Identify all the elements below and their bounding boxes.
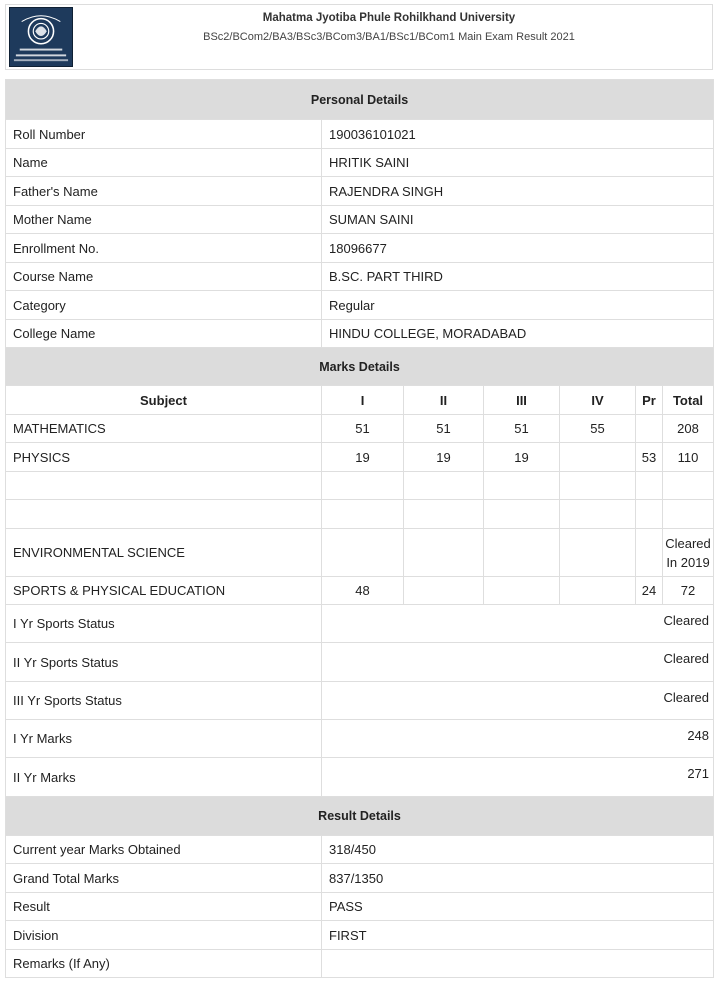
status-label: I Yr Sports Status — [6, 605, 322, 643]
university-emblem-icon — [9, 7, 73, 67]
roll-number-value: 190036101021 — [322, 120, 714, 149]
college-name-label: College Name — [6, 320, 322, 348]
marks-cell: 24 — [636, 577, 663, 605]
status-label: II Yr Sports Status — [6, 643, 322, 682]
remarks-value — [322, 950, 714, 978]
grand-total-label: Grand Total Marks — [6, 864, 322, 893]
marks-cell: 51 — [322, 415, 404, 443]
marks-cell: 19 — [322, 443, 404, 472]
result-header — [5, 4, 713, 70]
result-value: PASS — [322, 893, 714, 921]
remarks-label: Remarks (If Any) — [6, 950, 322, 978]
subject-name: PHYSICS — [6, 443, 322, 472]
result-label: Result — [6, 893, 322, 921]
result-details-heading: Result Details — [6, 797, 714, 836]
mother-name-label: Mother Name — [6, 206, 322, 234]
table-row — [6, 605, 714, 643]
mother-name-value: SUMAN SAINI — [322, 206, 714, 234]
enrollment-label: Enrollment No. — [6, 234, 322, 263]
college-name-value: HINDU COLLEGE, MORADABAD — [322, 320, 714, 348]
current-marks-value: 318/450 — [322, 836, 714, 864]
marks-cell: 48 — [322, 577, 404, 605]
marks-cell: 19 — [484, 443, 560, 472]
total-cell: Cleared In 2019 — [663, 529, 714, 577]
status-value: 271 — [322, 758, 714, 797]
exam-title: BSc2/BCom2/BA3/BSc3/BCom3/BA1/BSc1/BCom1 Main Exam Result 2021 — [203, 31, 575, 43]
father-name-value: RAJENDRA SINGH — [322, 177, 714, 206]
marks-details-heading: Marks Details — [6, 348, 714, 386]
father-name-label: Father's Name — [6, 177, 322, 206]
col-paper-1: I — [322, 386, 404, 415]
table-row — [6, 472, 714, 500]
col-subject: Subject — [6, 386, 322, 415]
table-row — [6, 682, 714, 720]
status-value: Cleared — [322, 643, 714, 682]
status-label: III Yr Sports Status — [6, 682, 322, 720]
marks-cell — [636, 415, 663, 443]
category-value: Regular — [322, 291, 714, 320]
roll-number-label: Roll Number — [6, 120, 322, 149]
division-label: Division — [6, 921, 322, 950]
marks-cell — [560, 443, 636, 472]
status-value: Cleared — [322, 682, 714, 720]
name-label: Name — [6, 149, 322, 177]
total-cell: 110 — [663, 443, 714, 472]
total-cell: 72 — [663, 577, 714, 605]
personal-details-table — [5, 79, 714, 348]
status-label: I Yr Marks — [6, 720, 322, 758]
col-paper-2: II — [404, 386, 484, 415]
marks-cell: 55 — [560, 415, 636, 443]
subject-name: MATHEMATICS — [6, 415, 322, 443]
marks-cell: 19 — [404, 443, 484, 472]
marks-cell: 51 — [404, 415, 484, 443]
total-cell: 208 — [663, 415, 714, 443]
marks-cell: 53 — [636, 443, 663, 472]
table-row — [6, 643, 714, 682]
category-label: Category — [6, 291, 322, 320]
table-row — [6, 720, 714, 758]
enrollment-value: 18096677 — [322, 234, 714, 263]
course-name-label: Course Name — [6, 263, 322, 291]
col-paper-4: IV — [560, 386, 636, 415]
university-name: Mahatma Jyotiba Phule Rohilkhand University — [262, 12, 516, 24]
table-row — [6, 500, 714, 529]
table-row — [6, 529, 714, 577]
marks-details-table — [5, 347, 714, 797]
personal-details-heading: Personal Details — [6, 80, 714, 120]
subject-name: ENVIRONMENTAL SCIENCE — [6, 529, 322, 577]
table-row — [6, 415, 714, 443]
name-value: HRITIK SAINI — [322, 149, 714, 177]
col-total: Total — [663, 386, 714, 415]
grand-total-value: 837/1350 — [322, 864, 714, 893]
subject-name: SPORTS & PHYSICAL EDUCATION — [6, 577, 322, 605]
status-label: II Yr Marks — [6, 758, 322, 797]
status-value: 248 — [322, 720, 714, 758]
course-name-value: B.SC. PART THIRD — [322, 263, 714, 291]
division-value: FIRST — [322, 921, 714, 950]
marks-cell: 51 — [484, 415, 560, 443]
col-paper-3: III — [484, 386, 560, 415]
status-value: Cleared — [322, 605, 714, 643]
col-practical: Pr — [636, 386, 663, 415]
table-row — [6, 443, 714, 472]
current-marks-label: Current year Marks Obtained — [6, 836, 322, 864]
table-row — [6, 758, 714, 797]
result-details-table — [5, 796, 714, 978]
table-row — [6, 577, 714, 605]
